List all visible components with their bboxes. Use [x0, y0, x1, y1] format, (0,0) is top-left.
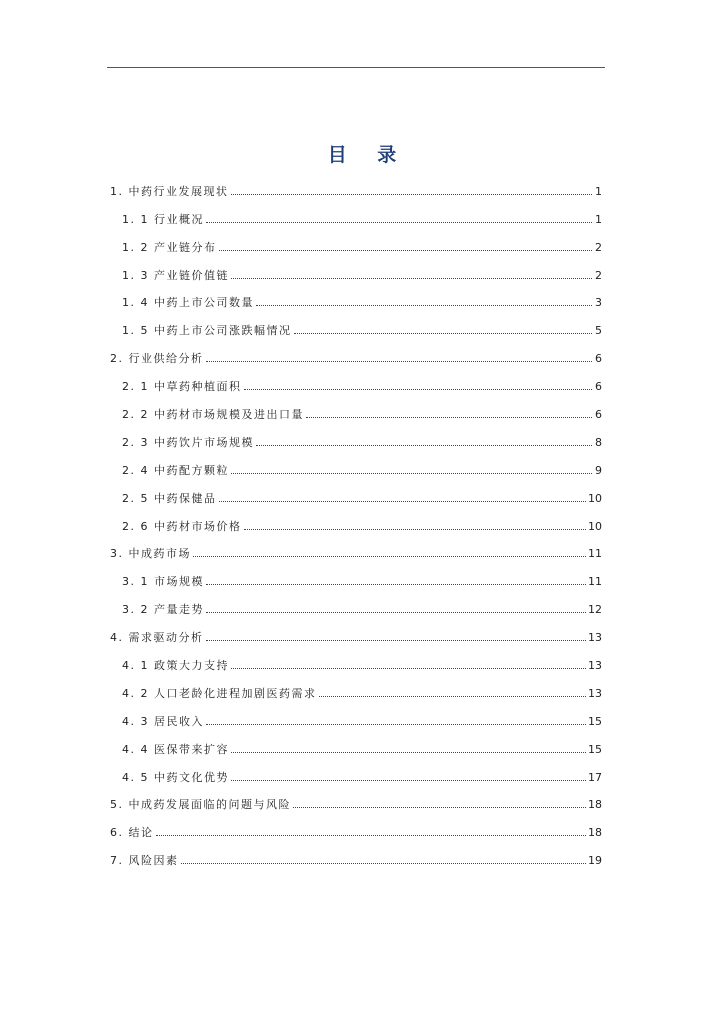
- toc-entry-page-number[interactable]: 13: [588, 686, 602, 700]
- toc-leader-dots: [231, 752, 586, 753]
- toc-leader-dots: [181, 863, 587, 864]
- toc-entry-page-number[interactable]: 2: [595, 240, 602, 254]
- toc-entry-label[interactable]: 4. 2 人口老龄化进程加剧医药需求: [122, 686, 317, 700]
- toc-entry[interactable]: [110, 337, 602, 365]
- toc-leader-dots: [206, 612, 586, 613]
- toc-entry-label[interactable]: 2. 5 中药保健品: [122, 491, 217, 505]
- toc-leader-dots: [206, 724, 586, 725]
- toc-entry[interactable]: [110, 728, 602, 756]
- toc-leader-dots: [231, 194, 593, 195]
- toc-entry[interactable]: [110, 533, 602, 561]
- toc-entry-page-number[interactable]: 18: [588, 826, 602, 840]
- toc-entry[interactable]: [110, 198, 602, 226]
- toc-entry[interactable]: [110, 616, 602, 644]
- toc-entry[interactable]: [110, 393, 602, 421]
- toc-entry-page-number[interactable]: 3: [595, 296, 602, 310]
- toc-entry-page-number[interactable]: 10: [588, 519, 602, 533]
- toc-entry-label[interactable]: 1. 5 中药上市公司涨跌幅情况: [122, 324, 292, 338]
- toc-leader-dots: [206, 640, 587, 641]
- toc-entry-page-number[interactable]: 12: [588, 603, 602, 617]
- toc-entry-page-number[interactable]: 18: [588, 798, 602, 812]
- toc-entry[interactable]: [110, 756, 602, 784]
- toc-entry[interactable]: [110, 505, 602, 533]
- toc-entry-label[interactable]: 6. 结论: [110, 826, 154, 840]
- toc-leader-dots: [156, 835, 587, 836]
- toc-leader-dots: [231, 780, 586, 781]
- table-of-contents: [110, 170, 602, 867]
- toc-entry[interactable]: [110, 672, 602, 700]
- toc-entry-page-number[interactable]: 6: [595, 380, 602, 394]
- toc-entry-label[interactable]: 2. 1 中草药种植面积: [122, 380, 242, 394]
- toc-entry-label[interactable]: 5. 中成药发展面临的问题与风险: [110, 798, 291, 812]
- toc-entry-page-number[interactable]: 11: [588, 547, 602, 561]
- toc-entry-label[interactable]: 3. 中成药市场: [110, 547, 191, 561]
- toc-entry[interactable]: [110, 839, 602, 867]
- toc-leader-dots: [206, 584, 586, 585]
- toc-entry-label[interactable]: 4. 3 居民收入: [122, 714, 204, 728]
- toc-entry-label[interactable]: 3. 1 市场规模: [122, 575, 204, 589]
- toc-leader-dots: [219, 501, 587, 502]
- toc-leader-dots: [231, 278, 592, 279]
- toc-entry[interactable]: [110, 170, 602, 198]
- toc-leader-dots: [306, 417, 592, 418]
- toc-entry-page-number[interactable]: 6: [595, 352, 602, 366]
- toc-leader-dots: [206, 361, 593, 362]
- toc-leader-dots: [256, 445, 592, 446]
- toc-entry-label[interactable]: 4. 1 政策大力支持: [122, 659, 229, 673]
- toc-entry-label[interactable]: 1. 中药行业发展现状: [110, 184, 229, 198]
- toc-entry-label[interactable]: 7. 风险因素: [110, 854, 179, 868]
- toc-entry[interactable]: [110, 477, 602, 505]
- toc-entry-label[interactable]: 2. 6 中药材市场价格: [122, 519, 242, 533]
- toc-entry-page-number[interactable]: 17: [588, 770, 602, 784]
- toc-entry[interactable]: [110, 560, 602, 588]
- toc-entry-label[interactable]: 2. 行业供给分析: [110, 352, 204, 366]
- toc-entry-page-number[interactable]: 15: [588, 742, 602, 756]
- toc-entry-page-number[interactable]: 13: [588, 631, 602, 645]
- toc-leader-dots: [244, 389, 593, 390]
- toc-entry-page-number[interactable]: 9: [595, 463, 602, 477]
- toc-entry-page-number[interactable]: 2: [595, 268, 602, 282]
- toc-entry-label[interactable]: 1. 4 中药上市公司数量: [122, 296, 254, 310]
- toc-entry[interactable]: [110, 309, 602, 337]
- toc-entry-label[interactable]: 4. 需求驱动分析: [110, 631, 204, 645]
- toc-leader-dots: [231, 668, 586, 669]
- toc-entry-label[interactable]: 2. 2 中药材市场规模及进出口量: [122, 408, 304, 422]
- toc-leader-dots: [293, 807, 586, 808]
- toc-entry[interactable]: [110, 365, 602, 393]
- toc-leader-dots: [244, 529, 587, 530]
- toc-entry-label[interactable]: 4. 4 医保带来扩容: [122, 742, 229, 756]
- toc-entry-page-number[interactable]: 5: [595, 324, 602, 338]
- toc-leader-dots: [193, 556, 586, 557]
- toc-entry[interactable]: [110, 421, 602, 449]
- toc-entry-page-number[interactable]: 1: [595, 212, 602, 226]
- toc-entry-label[interactable]: 1. 2 产业链分布: [122, 240, 217, 254]
- toc-entry-page-number[interactable]: 1: [595, 184, 602, 198]
- toc-entry[interactable]: [110, 588, 602, 616]
- toc-title: 目 录: [327, 144, 409, 166]
- toc-entry[interactable]: [110, 700, 602, 728]
- toc-entry-page-number[interactable]: 13: [588, 659, 602, 673]
- toc-entry[interactable]: [110, 254, 602, 282]
- toc-entry-page-number[interactable]: 11: [588, 575, 602, 589]
- toc-entry-page-number[interactable]: 15: [588, 714, 602, 728]
- toc-leader-dots: [231, 473, 592, 474]
- toc-entry-page-number[interactable]: 8: [595, 435, 602, 449]
- toc-entry-label[interactable]: 2. 3 中药饮片市场规模: [122, 435, 254, 449]
- toc-entry[interactable]: [110, 644, 602, 672]
- toc-entry[interactable]: [110, 449, 602, 477]
- toc-entry-page-number[interactable]: 10: [588, 491, 602, 505]
- toc-leader-dots: [294, 333, 593, 334]
- toc-entry-label[interactable]: 1. 3 产业链价值链: [122, 268, 229, 282]
- toc-entry-label[interactable]: 3. 2 产量走势: [122, 603, 204, 617]
- toc-entry[interactable]: [110, 282, 602, 310]
- toc-entry-page-number[interactable]: 6: [595, 408, 602, 422]
- header-rule: [107, 67, 605, 68]
- toc-entry-label[interactable]: 2. 4 中药配方颗粒: [122, 463, 229, 477]
- toc-leader-dots: [319, 696, 587, 697]
- toc-entry[interactable]: [110, 784, 602, 812]
- toc-entry-label[interactable]: 4. 5 中药文化优势: [122, 770, 229, 784]
- toc-leader-dots: [219, 250, 593, 251]
- toc-entry[interactable]: [110, 226, 602, 254]
- toc-entry-page-number[interactable]: 19: [588, 854, 602, 868]
- toc-entry-label[interactable]: 1. 1 行业概况: [122, 212, 204, 226]
- toc-leader-dots: [206, 222, 592, 223]
- toc-leader-dots: [256, 305, 592, 306]
- toc-entry[interactable]: [110, 811, 602, 839]
